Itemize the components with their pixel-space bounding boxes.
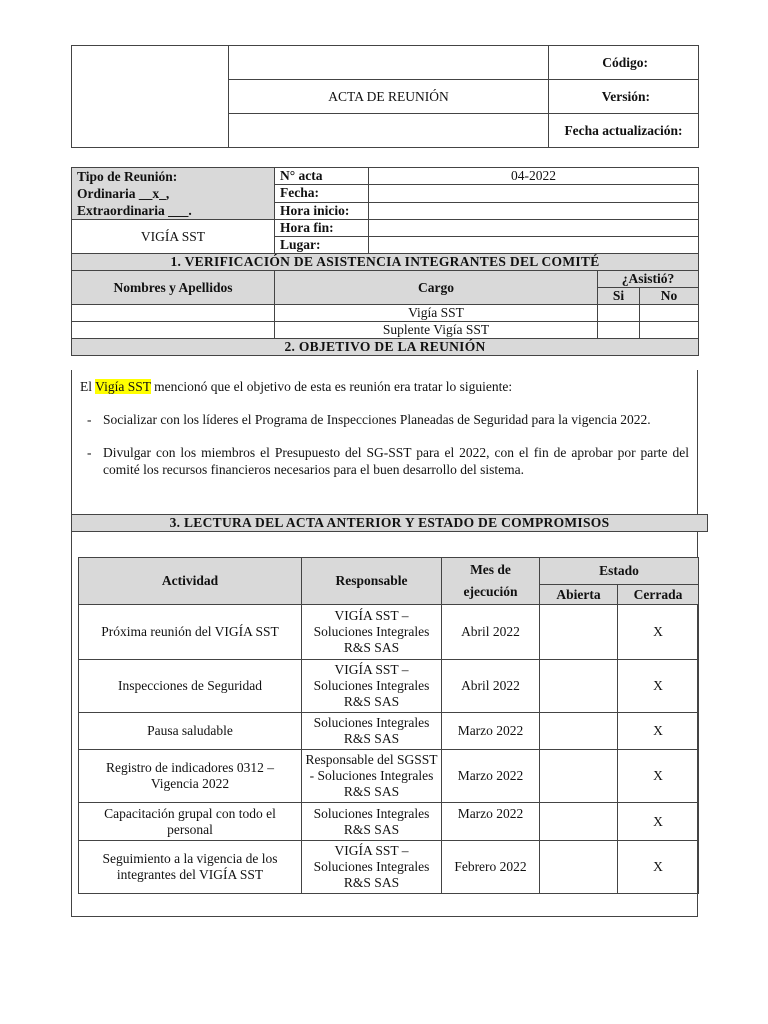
mes-cell: Febrero 2022 [442, 841, 540, 894]
actividad-cell: Capacitación grupal con todo el personal [79, 803, 302, 841]
table-row [79, 713, 699, 750]
actividad-cell: Registro de indicadores 0312 – Vigencia 2022 [79, 750, 302, 803]
org-name: VIGÍA SST [72, 220, 275, 254]
attendance-cargo: Vigía SST [275, 305, 598, 322]
acta-label: N° acta [275, 168, 369, 185]
bullet-text: Socializar con los líderes el Programa de Inspecciones Planeadas de Seguridad para la vigencia 2022. [103, 412, 651, 427]
hora-fin-label: Hora fin: [275, 220, 369, 237]
actividad-cell: Próxima reunión del VIGÍA SST [79, 605, 302, 660]
mes-cell: Abril 2022 [442, 660, 540, 713]
attendance-cargo: Suplente Vigía SST [275, 322, 598, 339]
table-row [79, 750, 699, 803]
cerrada-cell: X [618, 750, 699, 803]
lugar-label: Lugar: [275, 237, 369, 254]
abierta-cell [540, 713, 618, 750]
section3-title: 3. LECTURA DEL ACTA ANTERIOR Y ESTADO DE COMPROMISOS [72, 515, 708, 532]
table-row [79, 605, 699, 660]
mes-cell: Abril 2022 [442, 605, 540, 660]
bullet-dash: - [87, 412, 92, 427]
cerrada-cell: X [618, 605, 699, 660]
col-actividad-header: Actividad [79, 558, 302, 605]
table-row [79, 660, 699, 713]
col-cargo-header: Cargo [275, 271, 598, 305]
document-header [71, 45, 699, 148]
responsable-cell: Soluciones Integrales R&S SAS [302, 713, 442, 750]
tipo-reunion-cell [72, 168, 275, 220]
attendance-si [598, 305, 640, 322]
cerrada-cell: X [618, 713, 699, 750]
actividad-cell: Pausa saludable [79, 713, 302, 750]
cerrada-cell: X [618, 841, 699, 894]
lugar-value [369, 237, 699, 254]
mes-cell: Marzo 2022 [442, 750, 540, 803]
responsable-cell: Soluciones Integrales R&S SAS [302, 803, 442, 841]
fecha-label: Fecha: [275, 185, 369, 202]
abierta-cell [540, 750, 618, 803]
abierta-cell [540, 605, 618, 660]
col-mes-header: Mes de ejecución [442, 558, 540, 605]
commitments-table [78, 557, 699, 894]
col-cerrada-header: Cerrada [618, 585, 699, 605]
attendance-no [640, 305, 699, 322]
bullet-dash: - [87, 445, 92, 460]
bullet-text: Divulgar con los miembros el Presupuesto del SG-SST para el 2022, con el fin de aprobar por parte del comité los recursos financieros necesarios para el buen desarrollo del sistema. [103, 445, 689, 477]
actividad-cell: Seguimiento a la vigencia de los integrantes del VIGÍA SST [79, 841, 302, 894]
attendance-name [72, 305, 275, 322]
attendance-row [72, 305, 699, 322]
col-si-header: Si [598, 288, 640, 305]
objective-body [71, 370, 698, 514]
section3-header [71, 514, 708, 532]
logo-area [72, 46, 229, 148]
abierta-cell [540, 803, 618, 841]
acta-value: 04-2022 [369, 168, 699, 185]
responsable-cell: Responsable del SGSST - Soluciones Integrales R&S SAS [302, 750, 442, 803]
document-title: ACTA DE REUNIÓN [229, 80, 549, 114]
col-estado-header: Estado [540, 558, 699, 585]
intro-text: mencionó que el objetivo de esta es reunión era tratar lo siguiente: [150, 379, 513, 394]
attendance-no [640, 322, 699, 339]
table-row [79, 841, 699, 894]
hora-inicio-label: Hora inicio: [275, 202, 369, 219]
objective-bullet [80, 411, 689, 428]
intro-text: El [80, 379, 96, 394]
mes-cell: Marzo 2022 [442, 803, 540, 841]
codigo-label: Código: [549, 46, 699, 80]
table-row [79, 803, 699, 841]
section1-title: 1. VERIFICACIÓN DE ASISTENCIA INTEGRANTES DEL COMITÉ [72, 254, 699, 271]
col-no-header: No [640, 288, 699, 305]
responsable-cell: VIGÍA SST – Soluciones Integrales R&S SAS [302, 841, 442, 894]
col-nombres-header: Nombres y Apellidos [72, 271, 275, 305]
cerrada-cell: X [618, 660, 699, 713]
attendance-row [72, 322, 699, 339]
tipo-extraordinaria: Extraordinaria ___. [77, 203, 192, 218]
responsable-cell: VIGÍA SST – Soluciones Integrales R&S SAS [302, 605, 442, 660]
abierta-cell [540, 841, 618, 894]
header-blank-cell [229, 46, 549, 80]
attendance-name [72, 322, 275, 339]
actividad-cell: Inspecciones de Seguridad [79, 660, 302, 713]
tipo-reunion-label: Tipo de Reunión: [77, 169, 178, 184]
hora-inicio-value [369, 202, 699, 219]
cerrada-cell: X [618, 803, 699, 841]
mes-cell: Marzo 2022 [442, 713, 540, 750]
abierta-cell [540, 660, 618, 713]
tipo-ordinaria: Ordinaria __x_, [77, 186, 170, 201]
col-abierta-header: Abierta [540, 585, 618, 605]
col-asistio-header: ¿Asistió? [598, 271, 699, 288]
fecha-value [369, 185, 699, 202]
version-label: Versión: [549, 80, 699, 114]
attendance-si [598, 322, 640, 339]
header-blank-cell [229, 114, 549, 148]
responsable-cell: VIGÍA SST – Soluciones Integrales R&S SAS [302, 660, 442, 713]
hora-fin-value [369, 220, 699, 237]
section2-title: 2. OBJETIVO DE LA REUNIÓN [72, 339, 699, 356]
fecha-actualizacion-label: Fecha actualización: [549, 114, 699, 148]
meeting-info-table [71, 167, 699, 356]
highlighted-vigia: Vigía SST [95, 379, 151, 394]
objective-intro [80, 378, 689, 395]
objective-bullet [80, 444, 689, 478]
col-responsable-header: Responsable [302, 558, 442, 605]
